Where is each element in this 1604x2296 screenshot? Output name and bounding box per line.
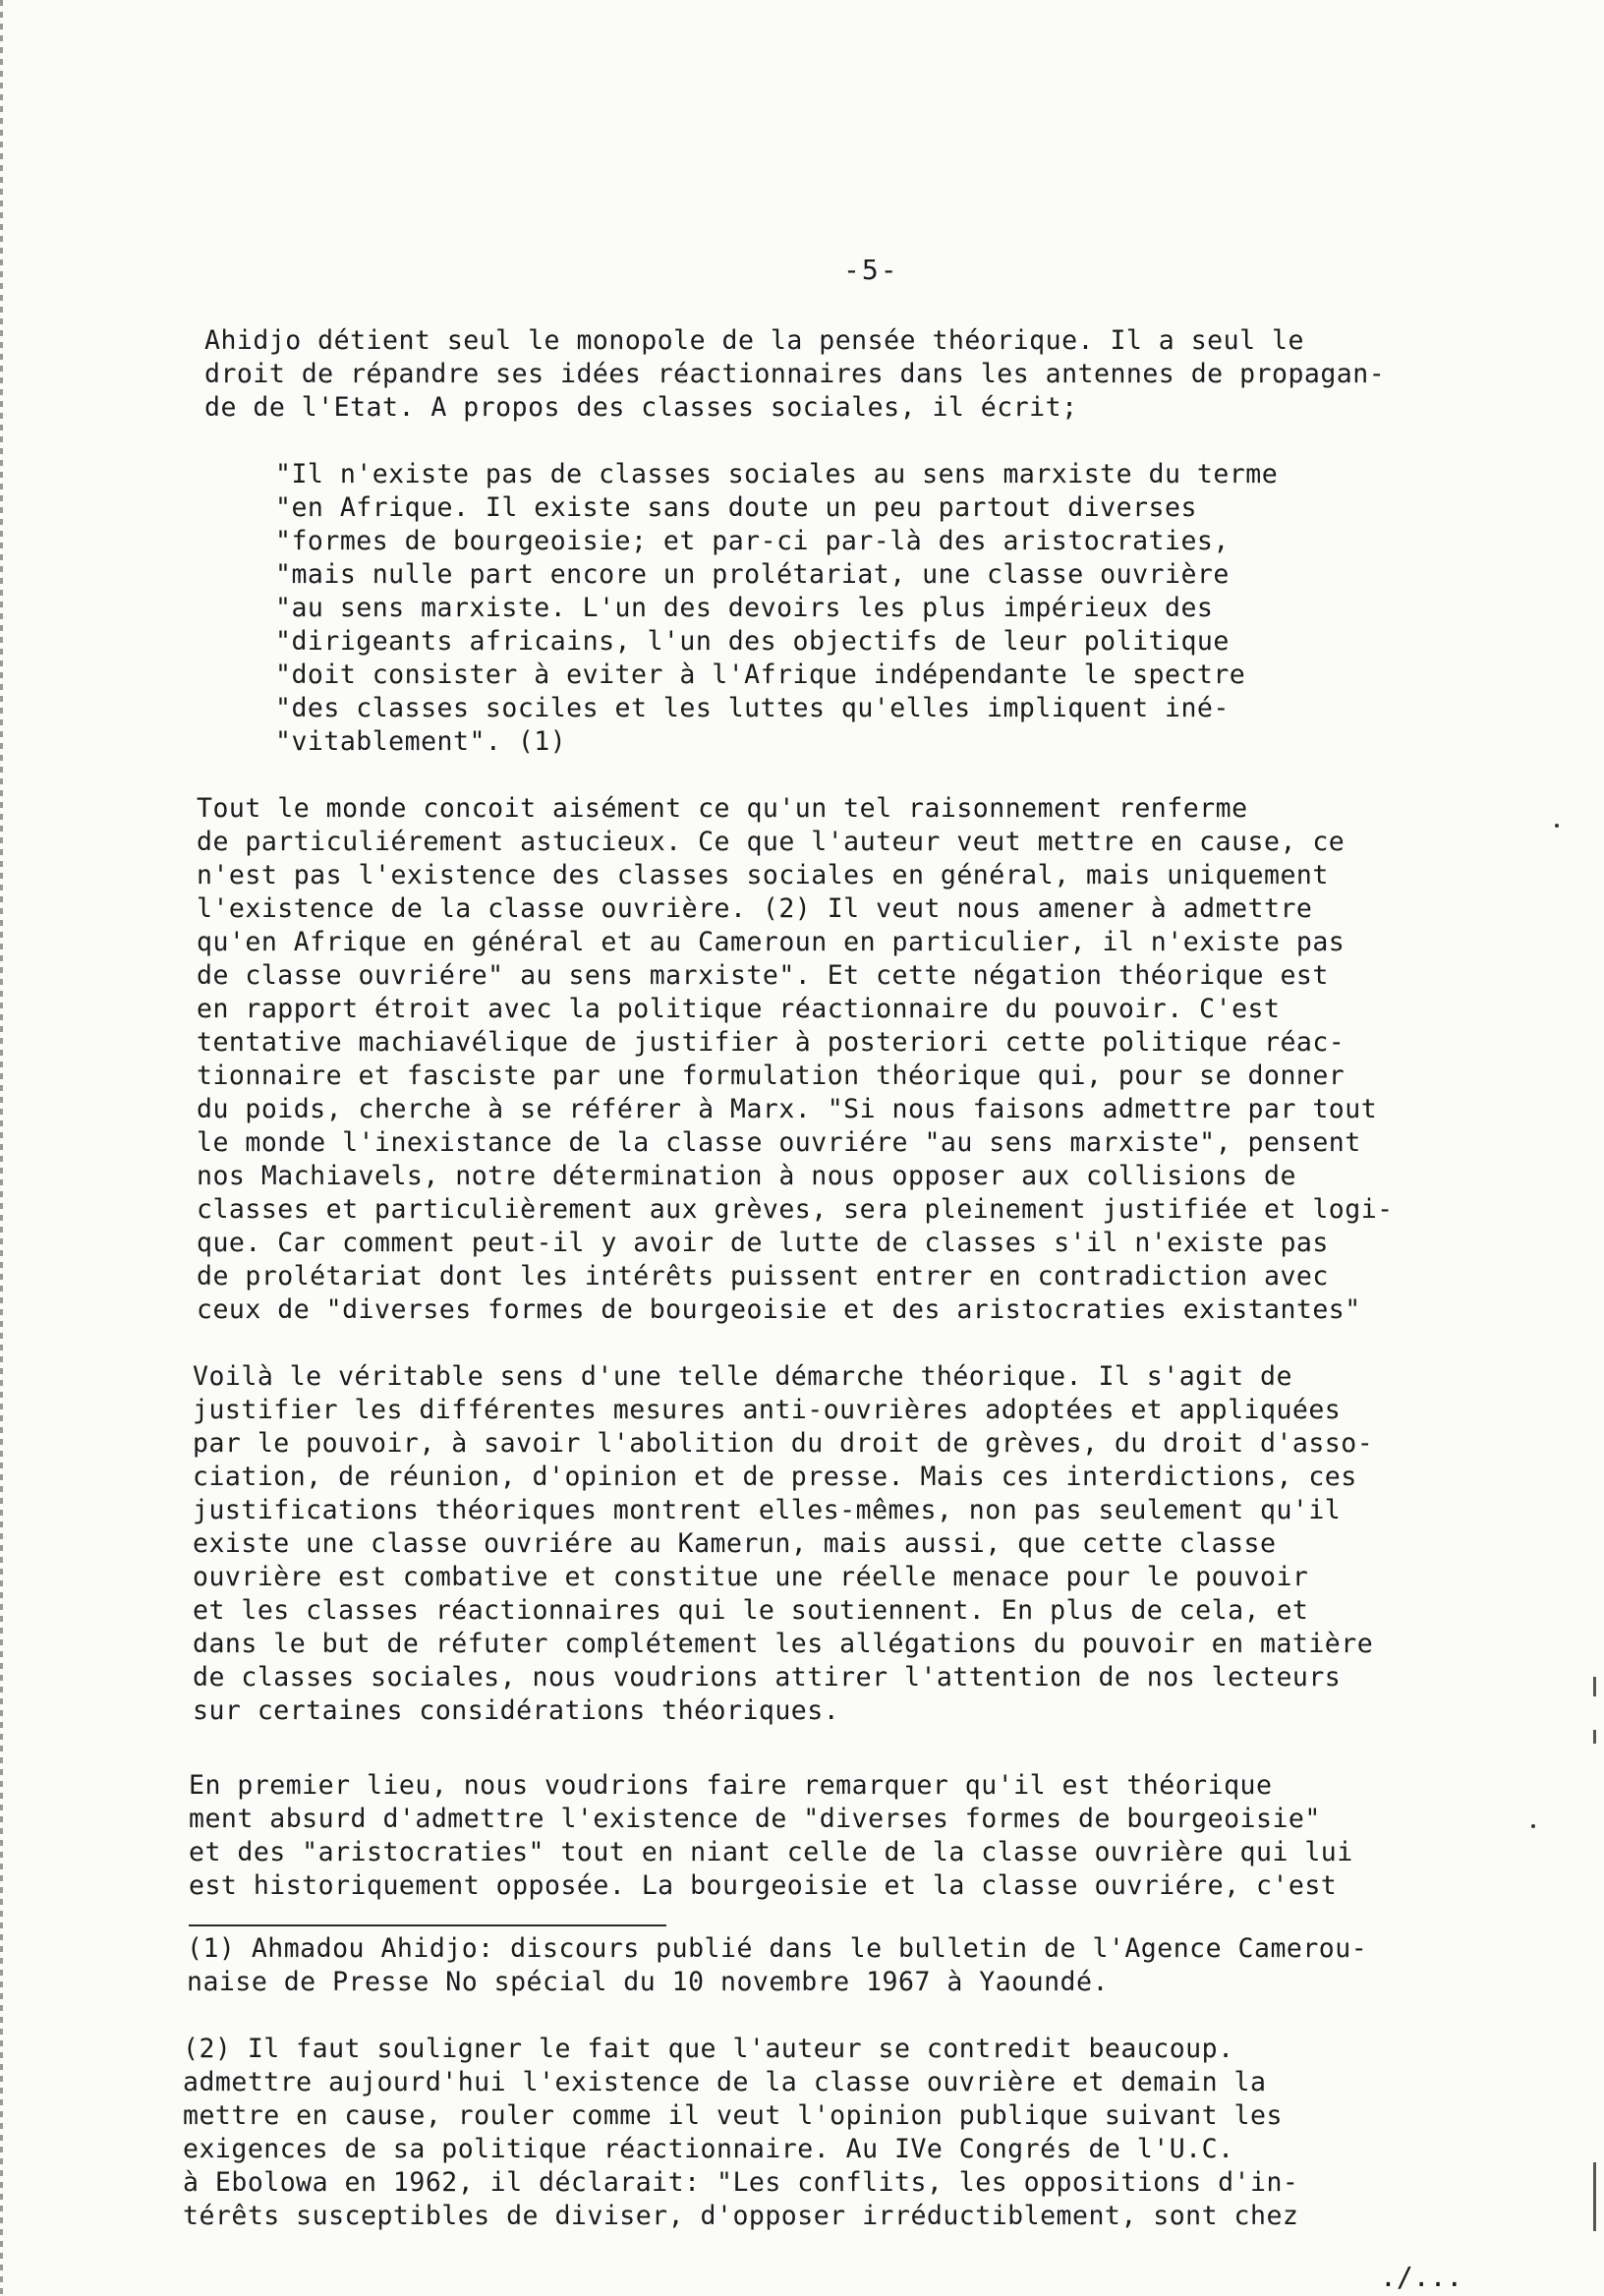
text-line: Voilà le véritable sens d'une telle démarche théorique. Il s'agit de	[193, 1361, 1292, 1392]
text-line: classes et particulièrement aux grèves, sera pleinement justifiée et logi-	[197, 1194, 1394, 1225]
footnote-line: térêts susceptibles de diviser, d'opposer irréductiblement, sont chez	[183, 2201, 1299, 2231]
page-number: -5-	[843, 254, 899, 286]
text-line: tionnaire et fasciste par une formulation théorique qui, pour se donner	[197, 1061, 1346, 1091]
text-line: de prolétariat dont les intérêts puissent entrer en contradiction avec	[197, 1261, 1329, 1292]
text-line: qu'en Afrique en général et au Cameroun en particulier, il n'existe pas	[197, 927, 1346, 957]
scan-speck	[1531, 1824, 1535, 1828]
text-line: du poids, cherche à se référer à Marx. "Si nous faisons admettre par tout	[197, 1094, 1378, 1124]
text-line: et des "aristocraties" tout en niant celle de la classe ouvrière qui lui	[189, 1837, 1353, 1867]
paragraph-argument	[197, 792, 1394, 1327]
scan-mark	[1593, 1730, 1596, 1744]
paragraph-intro	[204, 324, 1385, 425]
text-line: ciation, de réunion, d'opinion et de presse. Mais ces interdictions, ces	[193, 1462, 1357, 1492]
text-line: justifications théoriques montrent elles-mêmes, non pas seulement qu'il	[193, 1495, 1342, 1525]
footnote-line: admettre aujourd'hui l'existence de la classe ouvrière et demain la	[183, 2067, 1267, 2097]
scan-edge-left	[0, 0, 3, 2296]
text-line: de de l'Etat. A propos des classes sociales, il écrit;	[204, 392, 1078, 423]
footnote-line: (1) Ahmadou Ahidjo: discours publié dans le bulletin de l'Agence Camerou-	[187, 1933, 1368, 1964]
quote-line: "au sens marxiste. L'un des devoirs les plus impérieux des	[275, 593, 1214, 623]
block-quote	[275, 458, 1278, 759]
text-line: nos Machiavels, notre détermination à nous opposer aux collisions de	[197, 1161, 1296, 1191]
footnote-2	[183, 2033, 1298, 2233]
text-line: de particuliérement astucieux. Ce que l'auteur veut mettre en cause, ce	[197, 827, 1346, 857]
text-line: sur certaines considérations théoriques.	[193, 1695, 840, 1726]
footnote-divider	[189, 1924, 666, 1926]
text-line: et les classes réactionnaires qui le soutiennent. En plus de cela, et	[193, 1595, 1309, 1626]
text-line: de classes sociales, nous voudrions attirer l'attention de nos lecteurs	[193, 1662, 1342, 1693]
footnote-line: mettre en cause, rouler comme il veut l'opinion publique suivant les	[183, 2100, 1283, 2131]
text-line: En premier lieu, nous voudrions faire remarquer qu'il est théorique	[189, 1770, 1273, 1801]
text-line: ouvrière est combative et constitue une réelle menace pour le pouvoir	[193, 1562, 1309, 1592]
paragraph-first-point	[189, 1769, 1353, 1903]
quote-line: "mais nulle part encore un prolétariat, une classe ouvrière	[275, 559, 1230, 590]
quote-line: "vitablement". (1)	[275, 726, 567, 757]
text-line: n'est pas l'existence des classes sociales en général, mais uniquement	[197, 860, 1329, 890]
text-line: en rapport étroit avec la politique réactionnaire du pouvoir. C'est	[197, 994, 1281, 1024]
paragraph-justification	[193, 1360, 1373, 1728]
quote-line: "en Afrique. Il existe sans doute un peu partout diverses	[275, 492, 1197, 523]
text-line: Ahidjo détient seul le monopole de la pensée théorique. Il a seul le	[204, 325, 1304, 356]
footnote-1	[187, 1932, 1367, 1999]
footnote-line: exigences de sa politique réactionnaire. Au IVe Congrés de l'U.C.	[183, 2134, 1234, 2164]
scan-speck	[1555, 824, 1559, 828]
text-line: l'existence de la classe ouvrière. (2) Il veut nous amener à admettre	[197, 893, 1313, 924]
quote-line: "formes de bourgeoisie; et par-ci par-là des aristocraties,	[275, 526, 1230, 556]
continuation-mark: ./...	[1380, 2261, 1463, 2293]
text-line: Tout le monde concoit aisément ce qu'un tel raisonnement renferme	[197, 793, 1248, 824]
text-line: que. Car comment peut-il y avoir de lutte de classes s'il n'existe pas	[197, 1228, 1329, 1258]
scan-mark	[1593, 1677, 1596, 1696]
text-line: tentative machiavélique de justifier à posteriori cette politique réac-	[197, 1027, 1346, 1058]
quote-line: "dirigeants africains, l'un des objectifs de leur politique	[275, 626, 1230, 657]
quote-line: "des classes sociles et les luttes qu'elles impliquent iné-	[275, 693, 1230, 723]
quote-line: "Il n'existe pas de classes sociales au sens marxiste du terme	[275, 459, 1279, 489]
footnote-line: (2) Il faut souligner le fait que l'auteur se contredit beaucoup.	[183, 2034, 1234, 2064]
text-line: le monde l'inexistance de la classe ouvriére "au sens marxiste", pensent	[197, 1127, 1361, 1158]
scan-mark	[1593, 2162, 1596, 2231]
text-line: justifier les différentes mesures anti-ouvrières adoptées et appliquées	[193, 1395, 1342, 1425]
text-line: existe une classe ouvriére au Kamerun, mais aussi, que cette classe	[193, 1528, 1277, 1559]
text-line: par le pouvoir, à savoir l'abolition du droit de grèves, du droit d'asso-	[193, 1428, 1374, 1459]
text-line: dans le but de réfuter complétement les allégations du pouvoir en matière	[193, 1629, 1374, 1659]
text-line: ceux de "diverses formes de bourgeoisie et des aristocraties existantes"	[197, 1294, 1361, 1325]
text-line: droit de répandre ses idées réactionnaires dans les antennes de propagan-	[204, 359, 1386, 389]
text-line: ment absurd d'admettre l'existence de "diverses formes de bourgeoisie"	[189, 1804, 1321, 1834]
footnote-line: naise de Presse No spécial du 10 novembre 1967 à Yaoundé.	[187, 1967, 1109, 1997]
quote-line: "doit consister à eviter à l'Afrique indépendante le spectre	[275, 660, 1246, 690]
footnote-line: à Ebolowa en 1962, il déclarait: "Les conflits, les oppositions d'in-	[183, 2167, 1299, 2198]
text-line: est historiquement opposée. La bourgeoisie et la classe ouvriére, c'est	[189, 1870, 1338, 1901]
text-line: de classe ouvriére" au sens marxiste". Et cette négation théorique est	[197, 960, 1329, 991]
